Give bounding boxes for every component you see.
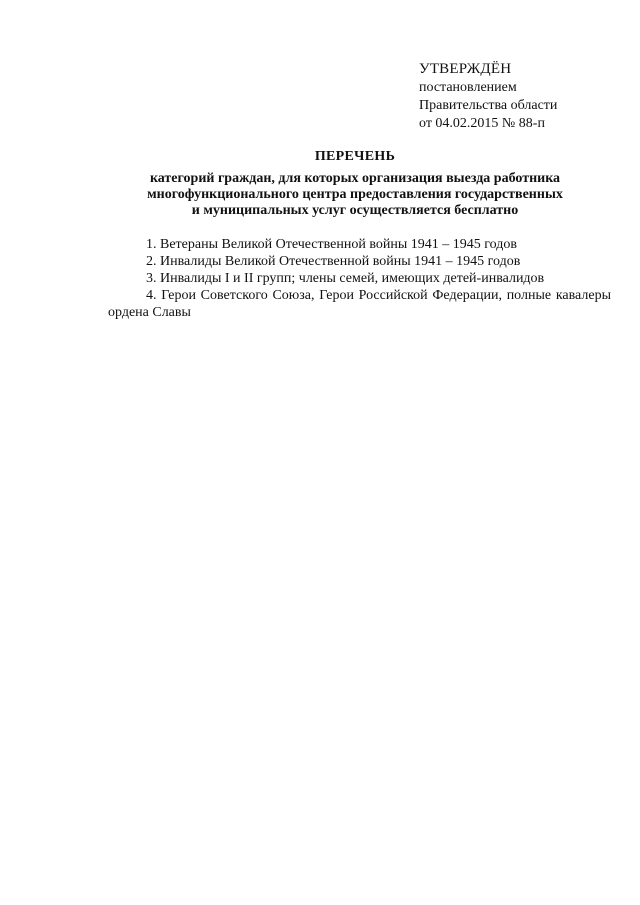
list-item: 1. Ветераны Великой Отечественной войны 1941 – 1945 годов <box>146 237 517 252</box>
list-item: 2. Инвалиды Великой Отечественной войны 1941 – 1945 годов <box>146 254 521 269</box>
approval-line-resolution: постановлением <box>419 80 517 95</box>
subtitle-line: и муниципальных услуг осуществляется бесплатно <box>191 203 519 218</box>
subtitle-line: категорий граждан, для которых организация выезда работника <box>149 171 561 186</box>
approval-stamp <box>419 60 619 133</box>
document-subtitle <box>90 171 620 219</box>
approval-line-date-number: от 04.02.2015 № 88-п <box>419 116 545 131</box>
list-item: 3. Инвалиды I и II групп; члены семей, имеющих детей-инвалидов <box>146 271 545 286</box>
approval-title: УТВЕРЖДЁН <box>419 61 512 77</box>
approval-line-government: Правительства области <box>419 98 558 113</box>
list-item: 4. Герои Советского Союза, Герои Российской Федерации, полные кавалеры ордена Славы <box>108 288 611 320</box>
document-title: ПЕРЕЧЕНЬ <box>314 149 396 164</box>
document-heading <box>90 149 620 219</box>
category-list <box>108 236 611 321</box>
subtitle-line: многофункционального центра предоставления государственных <box>147 187 563 202</box>
